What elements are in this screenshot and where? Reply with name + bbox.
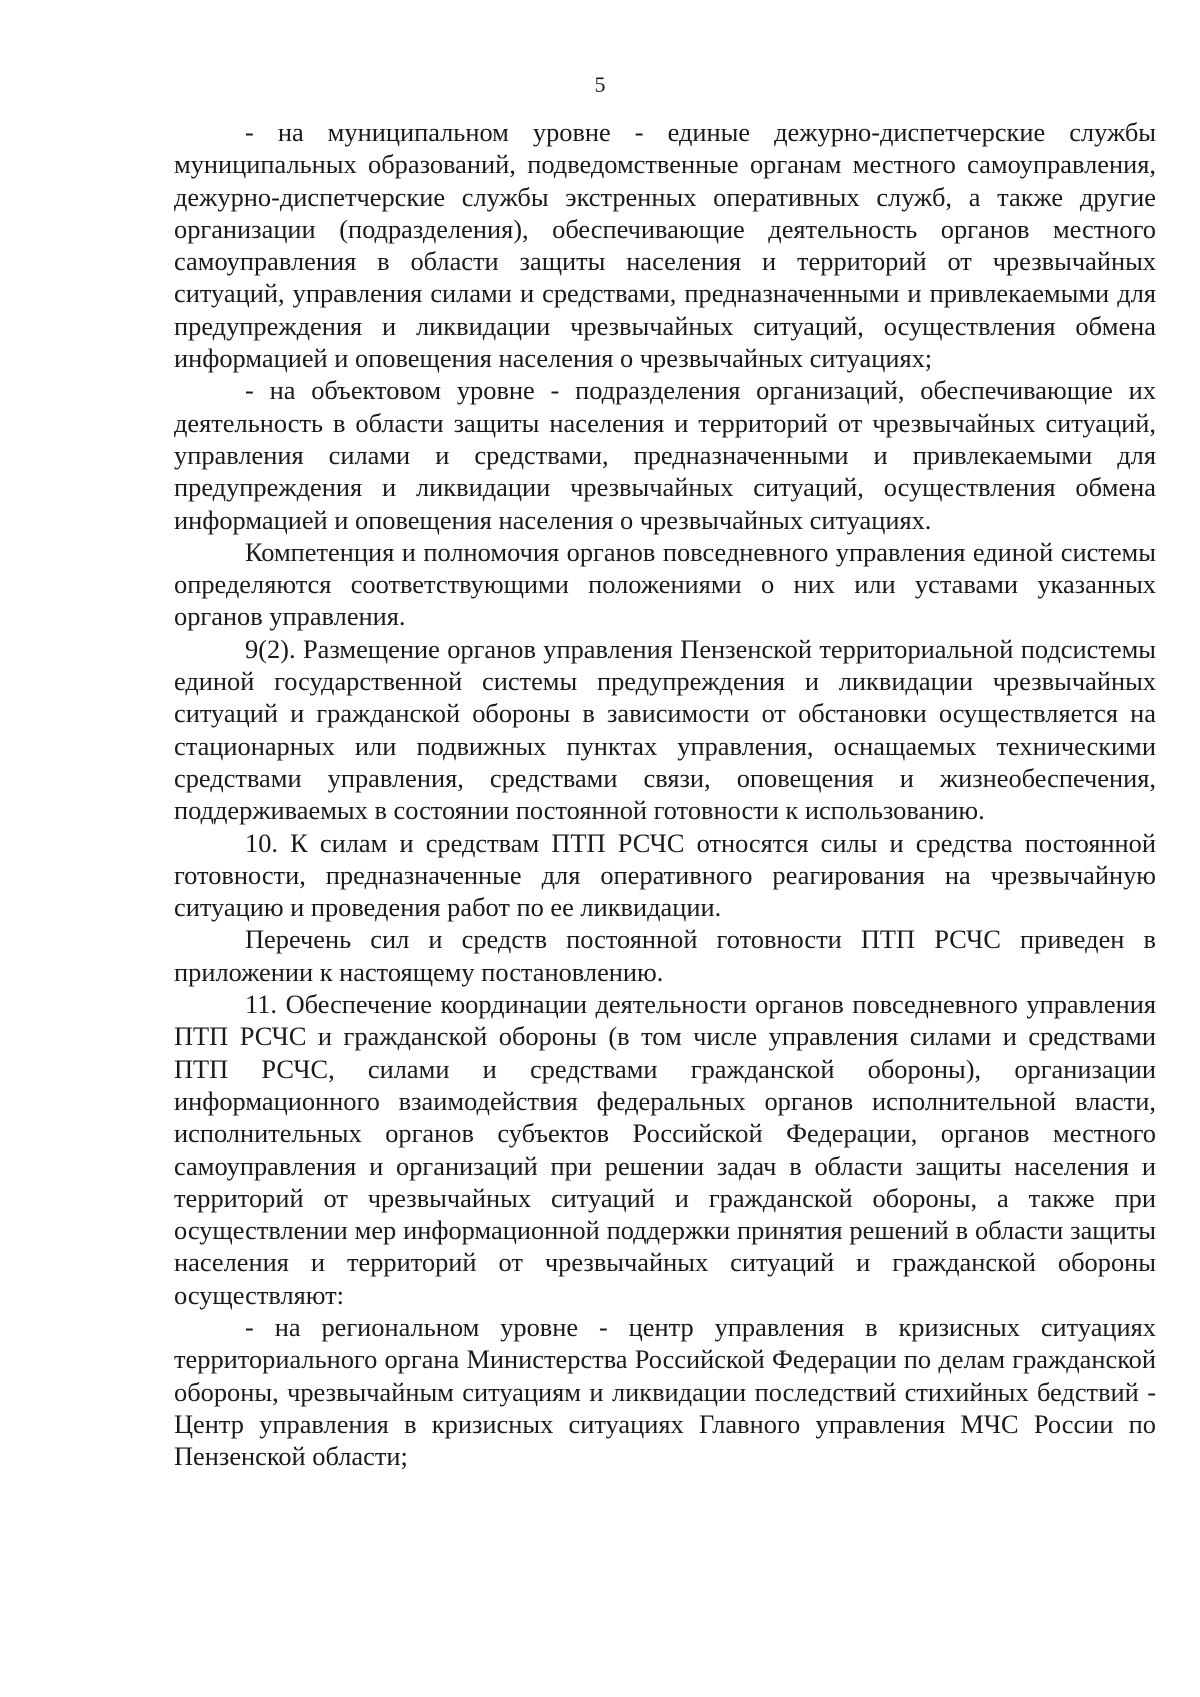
document-body — [174, 116, 1156, 1472]
paragraph-municipal-level: - на муниципальном уровне - единые дежурно-диспетчерские службы муниципальных образований, подведомственные органам местного самоуправления, дежурно-диспетчерские службы экстренных оперативных служб, а также другие организации (подразделения), обеспечивающие деятельность органов местного самоуправления в области защиты населения и территорий от чрезвычайных ситуаций, управления силами и средствами, предназначенными и привлекаемыми для предупреждения и ликвидации чрезвычайных ситуаций, осуществления обмена информацией и оповещения населения о чрезвычайных ситуациях; — [174, 117, 1156, 374]
paragraph-object-level: - на объектовом уровне - подразделения организаций, обеспечивающие их деятельность в области защиты населения и территорий от чрезвычайных ситуаций, управления силами и средствами, предназначенными и привлекаемыми для предупреждения и ликвидации чрезвычайных ситуаций, осуществления обмена информацией и оповещения населения о чрезвычайных ситуациях. — [174, 375, 1156, 535]
paragraph-forces-list: Перечень сил и средств постоянной готовности ПТП РСЧС приведен в приложении к настоящему постановлению. — [174, 924, 1156, 987]
page-number: 5 — [594, 72, 606, 97]
paragraph-9-2-placement: 9(2). Размещение органов управления Пензенской территориальной подсистемы единой государственной системы предупреждения и ликвидации чрезвычайных ситуаций и гражданской обороны в зависимости от обстановки осуществляется на стационарных или подвижных пунктах управления, оснащаемых техническими средствами управления, средствами связи, оповещения и жизнеобеспечения, поддерживаемых в состоянии постоянной готовности к использованию. — [174, 633, 1156, 826]
paragraph-10-forces: 10. К силам и средствам ПТП РСЧС относятся силы и средства постоянной готовности, предназначенные для оперативного реагирования на чрезвычайную ситуацию и проведения работ по ее ликвидации. — [174, 827, 1156, 923]
paragraph-11-coordination: 11. Обеспечение координации деятельности органов повседневного управления ПТП РСЧС и гражданской обороны (в том числе управления силами и средствами ПТП РСЧС, силами и средствами гражданской обороны), организации информационного взаимодействия федеральных органов исполнительной власти, исполнительных органов субъектов Российской Федерации, органов местного самоуправления и организаций при решении задач в области защиты населения и территорий от чрезвычайных ситуаций и гражданской обороны, а также при осуществлении мер информационной поддержки принятия решений в области защиты населения и территорий от чрезвычайных ситуаций и гражданской обороны осуществляют: — [174, 989, 1156, 1310]
paragraph-competence: Компетенция и полномочия органов повседневного управления единой системы определяются соответствующими положениями о них или уставами указанных органов управления. — [174, 536, 1156, 632]
paragraph-regional-level: - на региональном уровне - центр управления в кризисных ситуациях территориального органа Министерства Российской Федерации по делам гражданской обороны, чрезвычайным ситуациям и ликвидации последствий стихийных бедствий - Центр управления в кризисных ситуациях Главного управления МЧС России по Пензенской области; — [174, 1311, 1156, 1472]
